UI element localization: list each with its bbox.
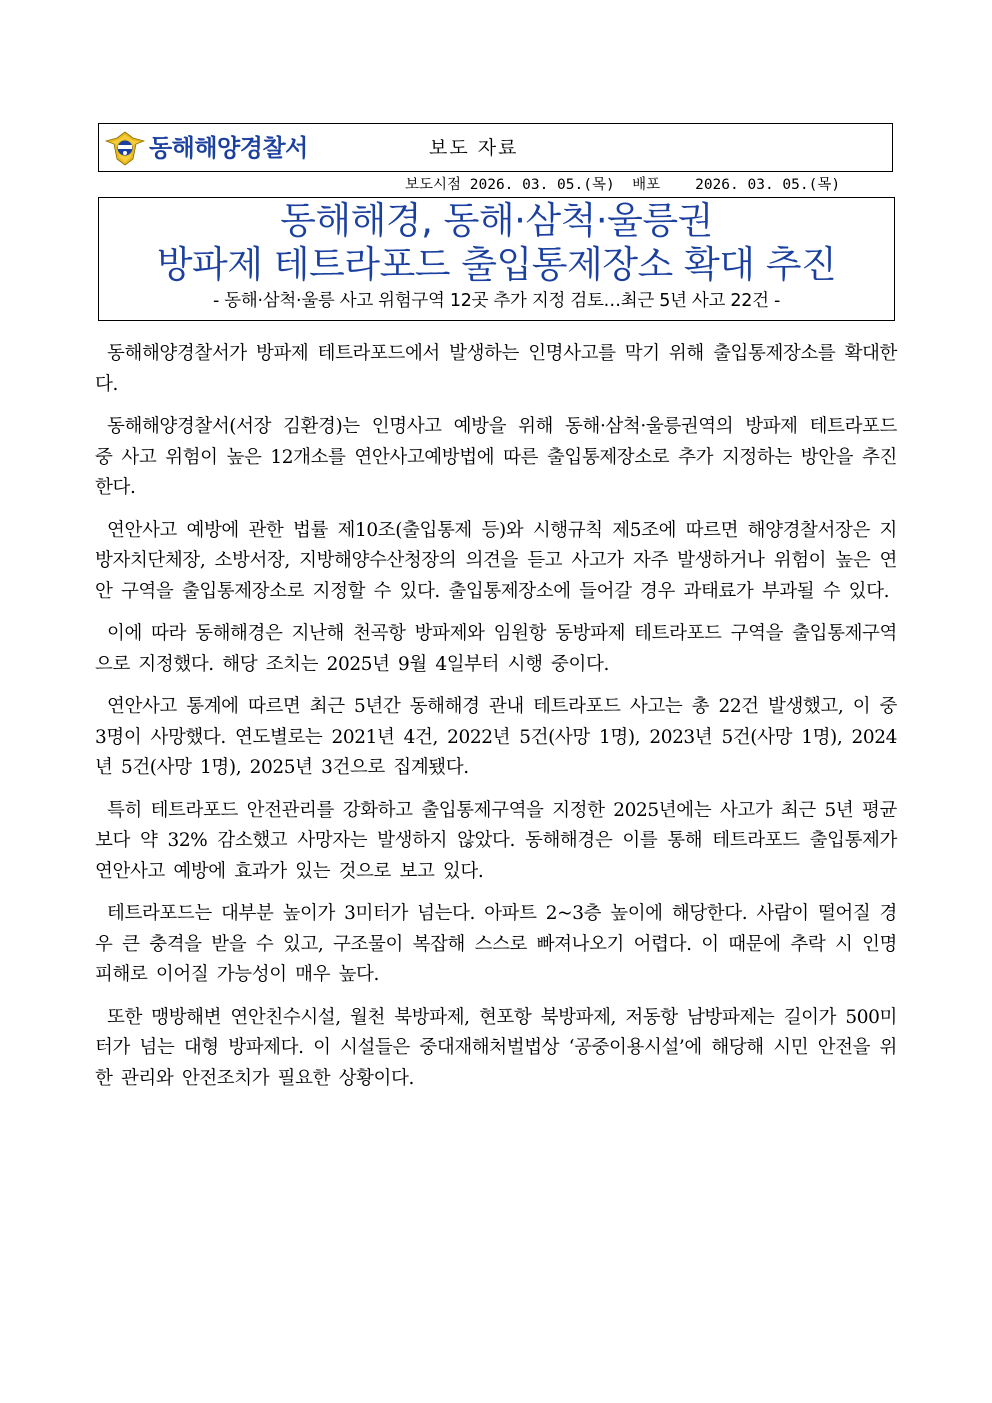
- paragraph: 동해해양경찰서가 방파제 테트라포드에서 발생하는 인명사고를 막기 위해 출입통제장소를 확대한다.: [95, 343, 897, 395]
- subheadline: - 동해·삼척·울릉 사고 위험구역 12곳 추가 지정 검토…최근 5년 사고 22건 -: [213, 291, 780, 311]
- coast-guard-emblem-icon: [105, 129, 145, 167]
- paragraph: 동해해양경찰서(서장 김환경)는 인명사고 예방을 위해 동해·삼척·울릉권역의 방파제 테트라포드 중 사고 위험이 높은 12개소를 연안사고예방법에 따른 출입통제장소로 추가 지정하는 방안을 추진한다.: [95, 416, 897, 498]
- release-date-line: 보도시점 2026. 03. 05.(목) 배포 2026. 03. 05.(목): [405, 177, 841, 193]
- paragraph: 테트라포드는 대부분 높이가 3미터가 넘는다. 아파트 2~3층 높이에 해당한다. 사람이 떨어질 경우 큰 충격을 받을 수 있고, 구조물이 복잡해 스스로 빠져나오기 어렵다. 이 때문에 추락 시 인명피해로 이어질 가능성이 매우 높다.: [95, 903, 897, 985]
- press-header: [98, 123, 893, 172]
- doc-type-label: 보도 자료: [429, 137, 519, 159]
- paragraph: 또한 맹방해변 연안친수시설, 월천 북방파제, 현포항 북방파제, 저동항 남방파제는 길이가 500미터가 넘는 대형 방파제다. 이 시설들은 중대재해처벌법상 ‘공중이용시설’에 해당해 시민 안전을 위한 관리와 안전조치가 필요한 상황이다.: [95, 1006, 897, 1089]
- headline-box: [98, 197, 895, 321]
- headline-line-2: 방파제 테트라포드 출입통제장소 확대 추진: [156, 243, 837, 286]
- org-name: 동해해양경찰서: [149, 134, 308, 162]
- paragraph: 이에 따라 동해해경은 지난해 천곡항 방파제와 임원항 동방파제 테트라포드 구역을 출입통제구역으로 지정했다. 해당 조치는 2025년 9월 4일부터 시행 중이다.: [95, 623, 897, 675]
- paragraph: 연안사고 통계에 따르면 최근 5년간 동해해경 관내 테트라포드 사고는 총 22건 발생했고, 이 중 3명이 사망했다. 연도별로는 2021년 4건, 2022년 5건(사망 1명), 2023년 5건(사망 1명), 2024년 5건(사망 1명), 2025년 3건으로 집계됐다.: [95, 696, 897, 778]
- article-body: [95, 339, 897, 1106]
- headline-line-1: 동해해경, 동해·삼척·울릉권: [280, 199, 713, 242]
- paragraph: 특히 테트라포드 안전관리를 강화하고 출입통제구역을 지정한 2025년에는 사고가 최근 5년 평균보다 약 32% 감소했고 사망자는 발생하지 않았다. 동해해경은 이를 통해 테트라포드 출입통제가 연안사고 예방에 효과가 있는 것으로 보고 있다.: [95, 799, 897, 882]
- paragraph: 연안사고 예방에 관한 법률 제10조(출입통제 등)와 시행규칙 제5조에 따르면 해양경찰서장은 지방자치단체장, 소방서장, 지방해양수산청장의 의견을 듣고 사고가 자주 발생하거나 위험이 높은 연안 구역을 출입통제장소로 지정할 수 있다. 출입통제장소에 들어갈 경우 과태료가 부과될 수 있다.: [95, 519, 897, 602]
